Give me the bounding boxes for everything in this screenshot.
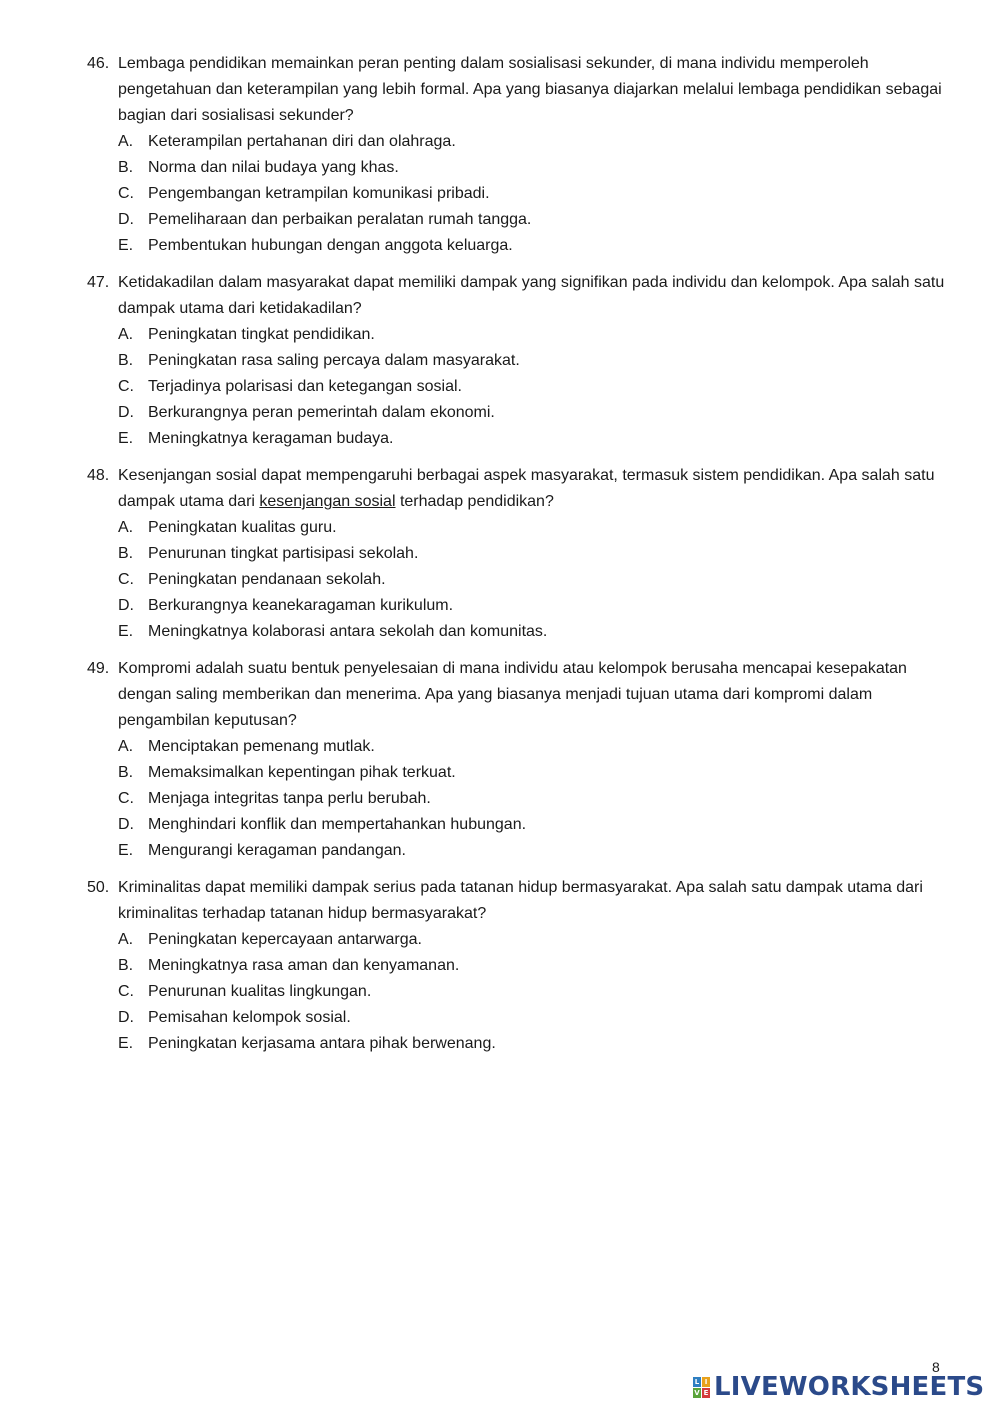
- options-list: [87, 322, 947, 452]
- option-d[interactable]: [87, 207, 947, 233]
- option-b[interactable]: [87, 541, 947, 567]
- logo-block-l: L: [694, 1377, 700, 1386]
- question-number: 48.: [87, 467, 110, 484]
- option-letter: C.: [118, 185, 134, 202]
- option-text: Pemeliharaan dan perbaikan peralatan rumah tangga.: [148, 211, 532, 228]
- question-47: [87, 270, 947, 452]
- option-text: Peningkatan kepercayaan antarwarga.: [148, 931, 422, 948]
- question-text-after: terhadap pendidikan?: [395, 493, 554, 510]
- option-b[interactable]: [87, 760, 947, 786]
- option-text: Pemisahan kelompok sosial.: [148, 1009, 351, 1026]
- question-text: Kompromi adalah suatu bentuk penyelesaian di mana individu atau kelompok berusaha mencapai kesepakatan dengan saling memberikan dan menerima. Apa yang biasanya menjadi tujuan utama dari kompromi dalam pengambilan keputusan?: [118, 660, 907, 729]
- option-e[interactable]: [87, 426, 947, 452]
- option-letter: E.: [118, 842, 134, 859]
- option-text: Peningkatan tingkat pendidikan.: [148, 326, 375, 343]
- option-text: Peningkatan kerjasama antara pihak berwenang.: [148, 1035, 496, 1052]
- option-text: Peningkatan rasa saling percaya dalam masyarakat.: [148, 352, 520, 369]
- option-letter: D.: [118, 816, 134, 833]
- option-text: Berkurangnya peran pemerintah dalam ekonomi.: [148, 404, 495, 421]
- option-text: Mengurangi keragaman pandangan.: [148, 842, 406, 859]
- option-c[interactable]: [87, 567, 947, 593]
- option-letter: D.: [118, 211, 134, 228]
- option-text: Keterampilan pertahanan diri dan olahraga.: [148, 133, 456, 150]
- option-text: Penurunan tingkat partisipasi sekolah.: [148, 545, 419, 562]
- option-letter: C.: [118, 790, 134, 807]
- question-text: Kriminalitas dapat memiliki dampak serius pada tatanan hidup bermasyarakat. Apa salah satu dampak utama dari kriminalitas terhadap tatanan hidup bermasyarakat?: [118, 879, 923, 922]
- option-letter: A.: [118, 326, 134, 343]
- option-b[interactable]: [87, 155, 947, 181]
- option-d[interactable]: [87, 400, 947, 426]
- options-list: [87, 734, 947, 864]
- question-text: Ketidakadilan dalam masyarakat dapat memiliki dampak yang signifikan pada individu dan kelompok. Apa salah satu dampak utama dari ketidakadilan?: [118, 274, 945, 317]
- option-letter: D.: [118, 597, 134, 614]
- liveworksheets-logo[interactable]: [693, 1372, 984, 1402]
- option-letter: A.: [118, 133, 134, 150]
- underlined-term: kesenjangan sosial: [259, 493, 396, 510]
- option-e[interactable]: [87, 619, 947, 645]
- option-letter: D.: [118, 1009, 134, 1026]
- logo-block-v: V: [694, 1388, 700, 1397]
- option-e[interactable]: [87, 838, 947, 864]
- question-number: 50.: [87, 879, 110, 896]
- option-text: Berkurangnya keanekaragaman kurikulum.: [148, 597, 454, 614]
- option-letter: D.: [118, 404, 134, 421]
- option-c[interactable]: [87, 786, 947, 812]
- option-letter: E.: [118, 237, 134, 254]
- option-d[interactable]: [87, 812, 947, 838]
- options-list: [87, 515, 947, 645]
- option-text: Penurunan kualitas lingkungan.: [148, 983, 372, 1000]
- question-number: 46.: [87, 55, 110, 72]
- option-b[interactable]: [87, 348, 947, 374]
- option-letter: A.: [118, 738, 134, 755]
- option-e[interactable]: [87, 233, 947, 259]
- option-letter: E.: [118, 623, 134, 640]
- question-49: [87, 656, 947, 864]
- option-text: Menghindari konflik dan mempertahankan hubungan.: [148, 816, 527, 833]
- options-list: [87, 129, 947, 259]
- option-text: Memaksimalkan kepentingan pihak terkuat.: [148, 764, 456, 781]
- option-text: Pengembangan ketrampilan komunikasi pribadi.: [148, 185, 490, 202]
- option-a[interactable]: [87, 734, 947, 760]
- option-text: Meningkatnya rasa aman dan kenyamanan.: [148, 957, 460, 974]
- question-48: [87, 463, 947, 645]
- option-text: Peningkatan pendanaan sekolah.: [148, 571, 386, 588]
- option-text: Menjaga integritas tanpa perlu berubah.: [148, 790, 431, 807]
- option-letter: A.: [118, 931, 134, 948]
- option-text: Pembentukan hubungan dengan anggota keluarga.: [148, 237, 513, 254]
- question-text-before: Kesenjangan sosial dapat mempengaruhi berbagai aspek masyarakat, termasuk sistem pendidikan. Apa salah satu dampak utama dari: [118, 467, 935, 510]
- logo-text: LIVEWORKSHEETS: [714, 1372, 985, 1402]
- question-number: 47.: [87, 274, 110, 291]
- option-letter: C.: [118, 983, 134, 1000]
- option-text: Norma dan nilai budaya yang khas.: [148, 159, 399, 176]
- option-letter: B.: [118, 545, 134, 562]
- option-c[interactable]: [87, 181, 947, 207]
- option-d[interactable]: [87, 1005, 947, 1031]
- option-text: Meningkatnya keragaman budaya.: [148, 430, 394, 447]
- option-e[interactable]: [87, 1031, 947, 1057]
- option-text: Terjadinya polarisasi dan ketegangan sosial.: [148, 378, 462, 395]
- option-a[interactable]: [87, 515, 947, 541]
- logo-block-e: E: [703, 1388, 709, 1397]
- option-letter: B.: [118, 764, 134, 781]
- option-letter: A.: [118, 519, 134, 536]
- option-text: Meningkatnya kolaborasi antara sekolah dan komunitas.: [148, 623, 548, 640]
- option-letter: B.: [118, 957, 134, 974]
- question-46: [87, 51, 947, 259]
- option-letter: B.: [118, 159, 134, 176]
- question-50: [87, 875, 947, 1057]
- option-a[interactable]: [87, 129, 947, 155]
- option-letter: E.: [118, 1035, 134, 1052]
- live-blocks-icon: [693, 1377, 710, 1398]
- option-c[interactable]: [87, 979, 947, 1005]
- options-list: [87, 927, 947, 1057]
- option-b[interactable]: [87, 953, 947, 979]
- page-number: 8: [932, 1359, 940, 1375]
- option-letter: C.: [118, 571, 134, 588]
- option-letter: E.: [118, 430, 134, 447]
- question-text: Lembaga pendidikan memainkan peran penting dalam sosialisasi sekunder, di mana individu memperoleh pengetahuan dan keterampilan yang lebih formal. Apa yang biasanya diajarkan melalui lembaga pendidikan sebagai bagian dari sosialisasi sekunder?: [118, 55, 942, 124]
- question-number: 49.: [87, 660, 110, 677]
- option-d[interactable]: [87, 593, 947, 619]
- question-text: [118, 463, 947, 515]
- option-a[interactable]: [87, 927, 947, 953]
- option-c[interactable]: [87, 374, 947, 400]
- option-letter: B.: [118, 352, 134, 369]
- option-text: Menciptakan pemenang mutlak.: [148, 738, 375, 755]
- option-text: Peningkatan kualitas guru.: [148, 519, 337, 536]
- worksheet-content: [87, 51, 947, 1068]
- logo-block-i: I: [702, 1377, 710, 1387]
- option-a[interactable]: [87, 322, 947, 348]
- option-letter: C.: [118, 378, 134, 395]
